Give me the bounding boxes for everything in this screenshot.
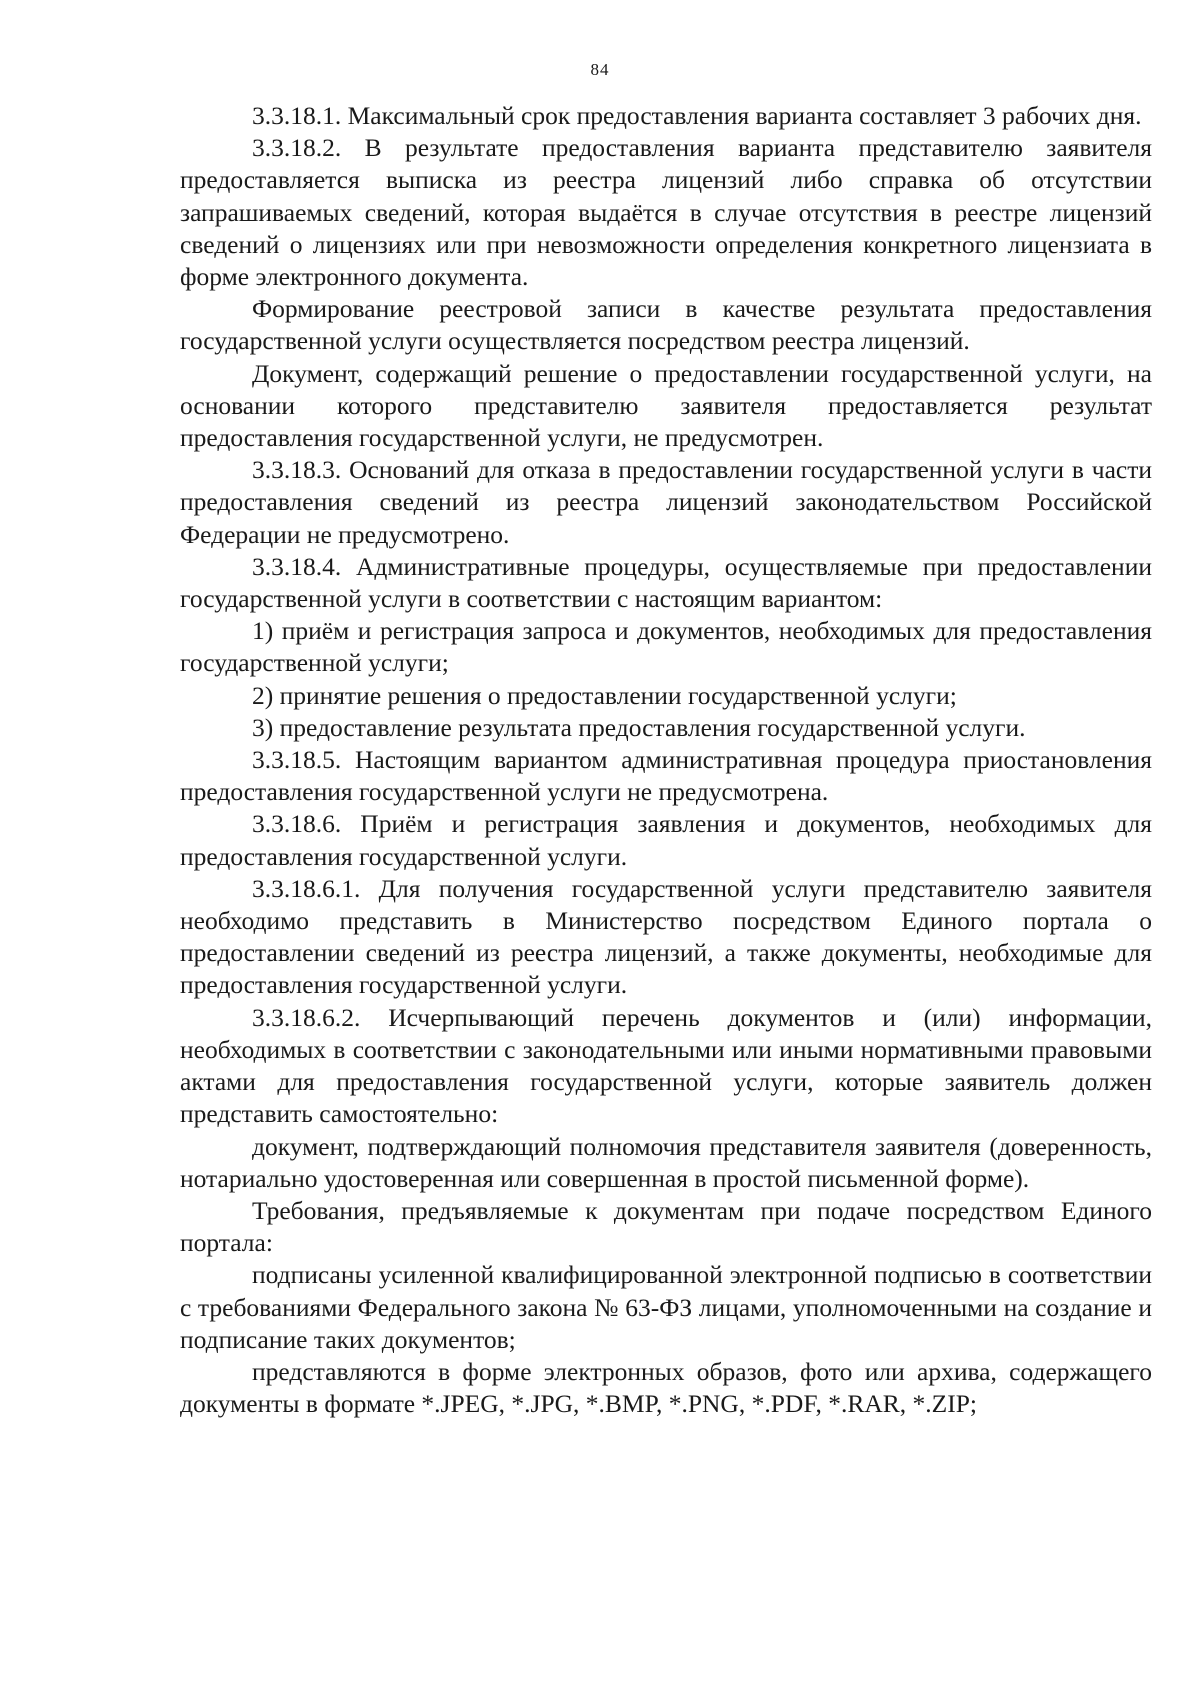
paragraph: 3.3.18.4. Административные процедуры, осуществляемые при предоставлении государственной услуги в соответствии с настоящим вариантом: [180,551,1152,614]
paragraph: документ, подтверждающий полномочия представителя заявителя (доверенность, нотариально удостоверенная или совершенная в простой письменной форме). [180,1131,1152,1193]
page-number: 84 [590,60,610,79]
list-item: 2) принятие решения о предоставлении государственной услуги; [252,680,957,710]
paragraph: 3.3.18.1. Максимальный срок предоставления варианта составляет 3 рабочих дня. [252,101,1142,130]
paragraph: 3.3.18.6. Приём и регистрация заявления и документов, необходимых для предоставления государственной услуги. [180,809,1152,871]
paragraph: 3.3.18.6.1. Для получения государственной услуги представителю заявителя необходимо представить в Министерство посредством Единого портала о предоставлении сведений из реестра лицензий, а также документы, необходимые для предоставления государственной услуги. [180,873,1152,1000]
paragraph: представляются в форме электронных образов, фото или архива, содержащего документы в формате *.JPEG, *.JPG, *.BMP, *.PNG, *.PDF, *.RAR, *.ZIP; [180,1356,1152,1419]
paragraph: 3.3.18.5. Настоящим вариантом административная процедура приостановления предоставления государственной услуги не предусмотрена. [180,745,1152,807]
document-body [180,100,1152,1420]
paragraph: Формирование реестровой записи в качестве результата предоставления государственной услуги осуществляется посредством реестра лицензий. [180,294,1152,356]
list-item: 1) приём и регистрация запроса и документов, необходимых для предоставления государственной услуги; [180,616,1152,678]
paragraph: 3.3.18.6.2. Исчерпывающий перечень документов и (или) информации, необходимых в соответствии с законодательными или иными нормативными правовыми актами для предоставления государственной услуги, которые заявитель должен представить самостоятельно: [180,1002,1152,1129]
paragraph: подписаны усиленной квалифицированной электронной подписью в соответствии с требованиями Федерального закона № 63-ФЗ лицами, уполномоченными на создание и подписание таких документов; [180,1260,1152,1354]
paragraph: Документ, содержащий решение о предоставлении государственной услуги, на основании которого представителю заявителя предоставляется результат предоставления государственной услуги, не предусмотрен. [180,358,1152,453]
list-item: 3) предоставление результата предоставления государственной услуги. [252,712,1026,742]
paragraph: Требования, предъявляемые к документам при подаче посредством Единого портала: [180,1195,1152,1258]
paragraph: 3.3.18.3. Оснований для отказа в предоставлении государственной услуги в части предоставления сведений из реестра лицензий законодательством Российской Федерации не предусмотрено. [180,455,1152,549]
paragraph: 3.3.18.2. В результате предоставления варианта представителю заявителя предоставляется выписка из реестра лицензий либо справка об отсутствии запрашиваемых сведений, которая выдаётся в случае отсутствия в реестре лицензий сведений о лицензиях или при невозможности определения конкретного лицензиата в форме электронного документа. [180,133,1152,292]
